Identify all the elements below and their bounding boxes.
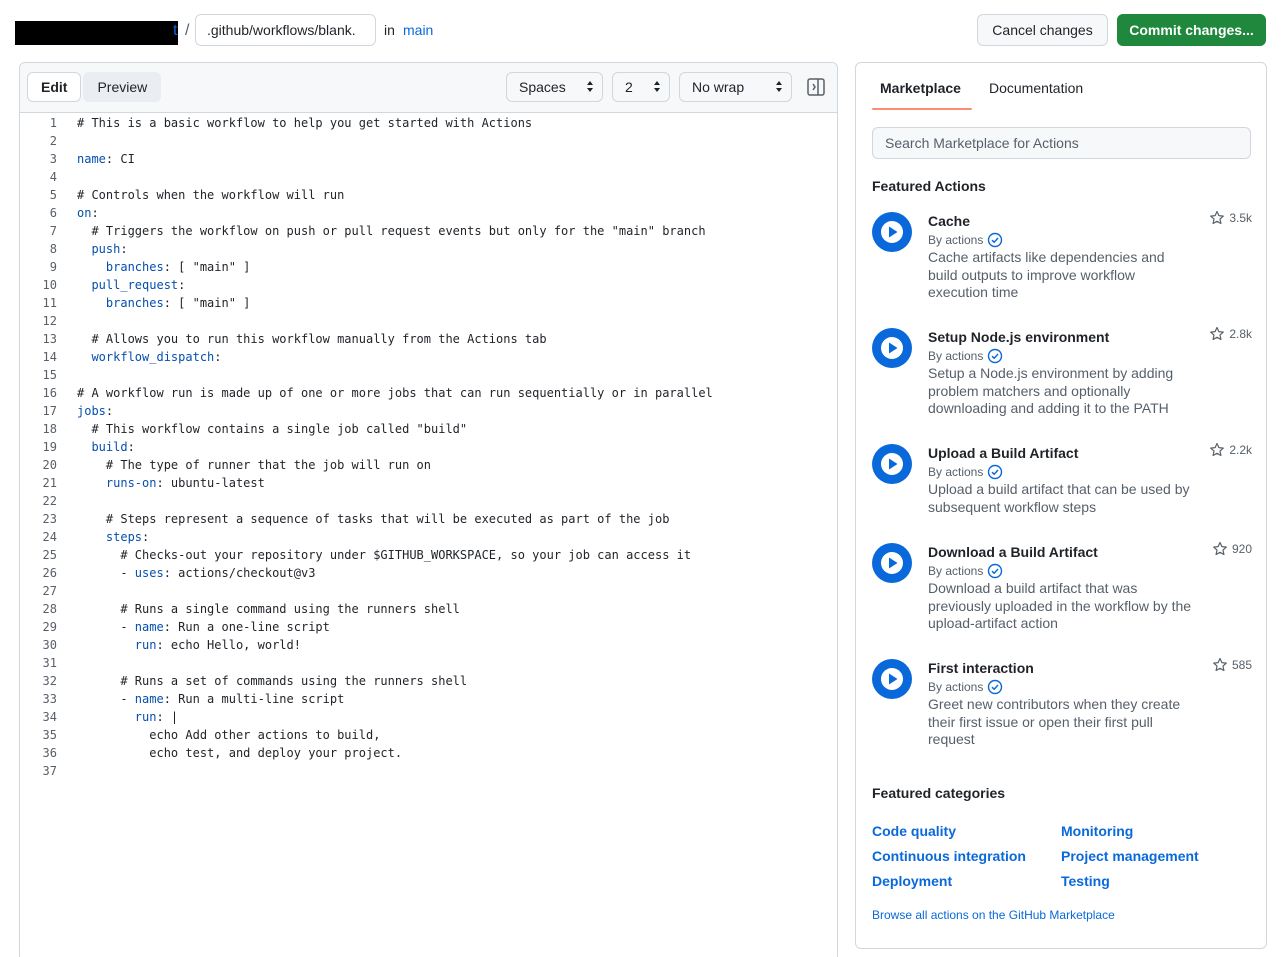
action-name[interactable]: First interaction — [928, 660, 1034, 676]
line-content: # Controls when the workflow will run — [77, 188, 345, 202]
code-line[interactable] — [20, 474, 837, 492]
line-content: - name: Run a multi-line script — [77, 692, 345, 706]
line-number: 34 — [42, 710, 57, 724]
line-content: branches: [ "main" ] — [105, 296, 251, 310]
line-content: runs-on: ubuntu-latest — [105, 476, 265, 490]
verified-badge-icon — [987, 464, 1003, 480]
edit-preview-toggle — [27, 72, 161, 102]
line-number: 35 — [42, 728, 57, 742]
star-icon — [1209, 442, 1225, 458]
line-content: echo test, and deploy your project. — [77, 746, 403, 760]
tab-documentation[interactable]: Documentation — [989, 80, 1084, 96]
category-project-management[interactable]: Project management — [1061, 848, 1199, 864]
action-author-text: By actions — [928, 680, 984, 694]
line-number: 7 — [49, 224, 57, 238]
line-number: 10 — [42, 278, 57, 292]
cancel-changes-button[interactable]: Cancel changes — [977, 14, 1108, 46]
repo-name-link[interactable]: t — [173, 22, 178, 39]
line-number: 16 — [42, 386, 57, 400]
select-caret-icon — [654, 81, 660, 93]
line-number: 1 — [49, 116, 57, 130]
code-line[interactable] — [20, 402, 837, 420]
action-stars — [1209, 326, 1252, 342]
line-content: steps: — [105, 530, 150, 544]
marketplace-search-input[interactable] — [872, 127, 1251, 159]
tab-marketplace[interactable]: Marketplace — [880, 80, 961, 96]
commit-changes-button[interactable]: Commit changes... — [1117, 14, 1266, 46]
verified-badge-icon — [987, 679, 1003, 695]
redacted-owner-name — [15, 21, 178, 45]
play-icon — [872, 659, 912, 699]
line-number: 5 — [49, 188, 57, 202]
action-description: Setup a Node.js environment by adding problem matchers and optionally downloading and adding it to the PATH — [928, 365, 1174, 416]
line-number: 25 — [42, 548, 57, 562]
action-author — [928, 679, 1003, 695]
line-number: 15 — [42, 368, 57, 382]
line-content: build: — [91, 440, 135, 454]
action-description: Cache artifacts like dependencies and build outputs to improve workflow execution time — [928, 249, 1165, 300]
line-number: 8 — [49, 242, 57, 256]
action-author — [928, 348, 1003, 364]
wrap-mode-value: No wrap — [692, 79, 745, 95]
star-count: 2.8k — [1229, 327, 1252, 341]
play-icon — [872, 212, 912, 252]
code-line[interactable] — [20, 456, 837, 474]
line-content: workflow_dispatch: — [91, 350, 222, 364]
indent-size-value: 2 — [625, 79, 633, 95]
path-separator: / — [185, 22, 190, 39]
code-line[interactable] — [20, 636, 837, 654]
line-content: - name: Run a one-line script — [77, 620, 330, 634]
line-number: 36 — [42, 746, 57, 760]
code-line[interactable] — [20, 240, 837, 258]
line-number: 31 — [42, 656, 57, 670]
line-number: 2 — [49, 134, 57, 148]
line-content: # Checks-out your repository under $GITHUB_WORKSPACE, so your job can access it — [77, 548, 692, 562]
line-content: # Triggers the workflow on push or pull request events but only for the "main" branch — [77, 224, 706, 238]
line-number: 19 — [42, 440, 57, 454]
line-number: 32 — [42, 674, 57, 688]
action-stars — [1209, 442, 1252, 458]
code-line[interactable] — [20, 330, 837, 348]
line-content: # Steps represent a sequence of tasks that will be executed as part of the job — [77, 512, 670, 526]
code-line[interactable] — [20, 510, 837, 528]
line-content: run: | — [134, 710, 179, 724]
code-line[interactable] — [20, 366, 837, 384]
code-line[interactable] — [20, 186, 837, 204]
select-caret-icon — [587, 81, 593, 93]
code-line[interactable] — [20, 744, 837, 762]
code-line[interactable] — [20, 312, 837, 330]
code-line[interactable] — [20, 348, 837, 366]
code-line[interactable] — [20, 492, 837, 510]
action-name[interactable]: Upload a Build Artifact — [928, 445, 1079, 461]
code-line[interactable] — [20, 546, 837, 564]
code-line[interactable] — [20, 654, 837, 672]
action-author — [928, 232, 1003, 248]
play-icon — [872, 328, 912, 368]
featured-action-item[interactable] — [872, 212, 1252, 312]
featured-action-item[interactable] — [872, 543, 1252, 643]
line-number: 20 — [42, 458, 57, 472]
star-icon — [1209, 210, 1225, 226]
action-author — [928, 563, 1003, 579]
line-number: 24 — [42, 530, 57, 544]
action-author-text: By actions — [928, 349, 984, 363]
line-number: 14 — [42, 350, 57, 364]
code-line[interactable] — [20, 132, 837, 150]
select-caret-icon — [776, 81, 782, 93]
editor-toolbar — [20, 63, 837, 113]
line-content: name: CI — [77, 152, 135, 166]
featured-action-item[interactable] — [872, 328, 1252, 428]
action-stars — [1212, 541, 1252, 557]
line-content: jobs: — [77, 404, 114, 418]
tab-edit[interactable]: Edit — [27, 72, 81, 102]
line-number: 6 — [49, 206, 57, 220]
line-number: 27 — [42, 584, 57, 598]
line-number: 9 — [49, 260, 57, 274]
sidebar-tabs — [856, 63, 1266, 111]
line-number: 4 — [49, 170, 57, 184]
in-label: in — [384, 22, 395, 38]
featured-action-item[interactable] — [872, 659, 1252, 759]
line-content: # This workflow contains a single job called "build" — [77, 422, 468, 436]
indent-size-select[interactable] — [612, 72, 670, 102]
play-icon — [872, 444, 912, 484]
verified-badge-icon — [987, 348, 1003, 364]
line-number: 22 — [42, 494, 57, 508]
category-monitoring[interactable]: Monitoring — [1061, 823, 1134, 839]
code-line[interactable] — [20, 438, 837, 456]
action-stars — [1209, 210, 1252, 226]
featured-action-item[interactable] — [872, 444, 1252, 524]
code-line[interactable] — [20, 690, 837, 708]
category-code-quality[interactable]: Code quality — [872, 823, 957, 839]
action-author-text: By actions — [928, 465, 984, 479]
action-author-text: By actions — [928, 233, 984, 247]
marketplace-sidebar — [855, 62, 1267, 949]
action-name[interactable]: Download a Build Artifact — [928, 544, 1098, 560]
line-content: pull_request: — [91, 278, 186, 292]
code-line[interactable] — [20, 600, 837, 618]
line-number: 18 — [42, 422, 57, 436]
code-line[interactable] — [20, 420, 837, 438]
star-icon — [1209, 326, 1225, 342]
code-line[interactable] — [20, 564, 837, 582]
code-line[interactable] — [20, 150, 837, 168]
star-count: 3.5k — [1229, 211, 1252, 225]
action-author-text: By actions — [928, 564, 984, 578]
browse-marketplace-link[interactable]: Browse all actions on the GitHub Marketplace — [872, 908, 1115, 922]
code-line[interactable] — [20, 708, 837, 726]
filename-input[interactable]: .github/workflows/blank. — [195, 14, 376, 46]
indent-mode-value: Spaces — [519, 79, 566, 95]
line-number: 21 — [42, 476, 57, 490]
featured-categories-title: Featured categories — [872, 785, 1006, 801]
code-lines[interactable] — [20, 114, 837, 780]
star-icon — [1212, 541, 1228, 557]
line-content: # A workflow run is made up of one or more jobs that can run sequentially or in parallel — [77, 386, 713, 400]
star-count: 2.2k — [1229, 443, 1252, 457]
category-continuous-integration[interactable]: Continuous integration — [872, 848, 1026, 864]
code-editor-panel — [19, 62, 838, 957]
code-line[interactable] — [20, 222, 837, 240]
line-content: echo Add other actions to build, — [77, 728, 381, 742]
category-deployment[interactable]: Deployment — [872, 873, 953, 889]
action-description: Greet new contributors when they create their first issue or open their first pull request — [928, 696, 1181, 747]
code-line[interactable] — [20, 258, 837, 276]
code-line[interactable] — [20, 672, 837, 690]
verified-badge-icon — [987, 232, 1003, 248]
star-count: 920 — [1231, 542, 1252, 556]
line-number: 37 — [42, 764, 57, 778]
line-number: 26 — [42, 566, 57, 580]
code-line[interactable] — [20, 294, 837, 312]
action-description: Download a build artifact that was previously uploaded in the workflow by the upload-artifact action — [928, 580, 1192, 631]
action-description: Upload a build artifact that can be used by subsequent workflow steps — [928, 481, 1190, 515]
line-number: 30 — [42, 638, 57, 652]
line-content: # Runs a single command using the runners shell — [77, 602, 460, 616]
action-name[interactable]: Cache — [928, 213, 971, 229]
line-content: # Allows you to run this workflow manually from the Actions tab — [77, 332, 547, 346]
line-number: 28 — [42, 602, 57, 616]
code-line[interactable] — [20, 618, 837, 636]
tab-preview[interactable]: Preview — [83, 72, 161, 102]
star-icon — [1212, 657, 1228, 673]
play-icon — [872, 543, 912, 583]
code-line[interactable] — [20, 204, 837, 222]
line-number: 3 — [49, 152, 57, 166]
line-number: 33 — [42, 692, 57, 706]
code-line[interactable] — [20, 276, 837, 294]
line-number: 12 — [42, 314, 57, 328]
line-number: 11 — [42, 296, 57, 310]
indent-mode-select[interactable] — [506, 72, 603, 102]
code-line[interactable] — [20, 528, 837, 546]
line-content: # The type of runner that the job will run on — [77, 458, 432, 472]
verified-badge-icon — [987, 563, 1003, 579]
action-name[interactable]: Setup Node.js environment — [928, 329, 1110, 345]
active-tab-underline — [872, 108, 972, 110]
line-content: - uses: actions/checkout@v3 — [77, 566, 316, 580]
action-stars — [1212, 657, 1252, 673]
code-line[interactable] — [20, 384, 837, 402]
sidebar-toggle-icon[interactable] — [801, 72, 831, 102]
line-number: 17 — [42, 404, 57, 418]
code-line[interactable] — [20, 726, 837, 744]
category-testing[interactable]: Testing — [1061, 873, 1110, 889]
star-count: 585 — [1231, 658, 1252, 672]
code-line[interactable] — [20, 168, 837, 186]
line-number: 29 — [42, 620, 57, 634]
line-content: push: — [91, 242, 128, 256]
branch-link[interactable]: main — [403, 22, 434, 38]
line-content: run: echo Hello, world! — [134, 638, 301, 652]
action-author — [928, 464, 1003, 480]
line-number: 13 — [42, 332, 57, 346]
line-number: 23 — [42, 512, 57, 526]
line-content: on: — [77, 206, 99, 220]
line-content: branches: [ "main" ] — [105, 260, 251, 274]
code-line[interactable] — [20, 762, 837, 780]
line-content: # This is a basic workflow to help you get started with Actions — [77, 116, 533, 130]
featured-actions-title: Featured Actions — [872, 178, 986, 194]
code-line[interactable] — [20, 582, 837, 600]
wrap-mode-select[interactable] — [679, 72, 792, 102]
line-content: # Runs a set of commands using the runners shell — [77, 674, 468, 688]
code-line[interactable] — [20, 114, 837, 132]
